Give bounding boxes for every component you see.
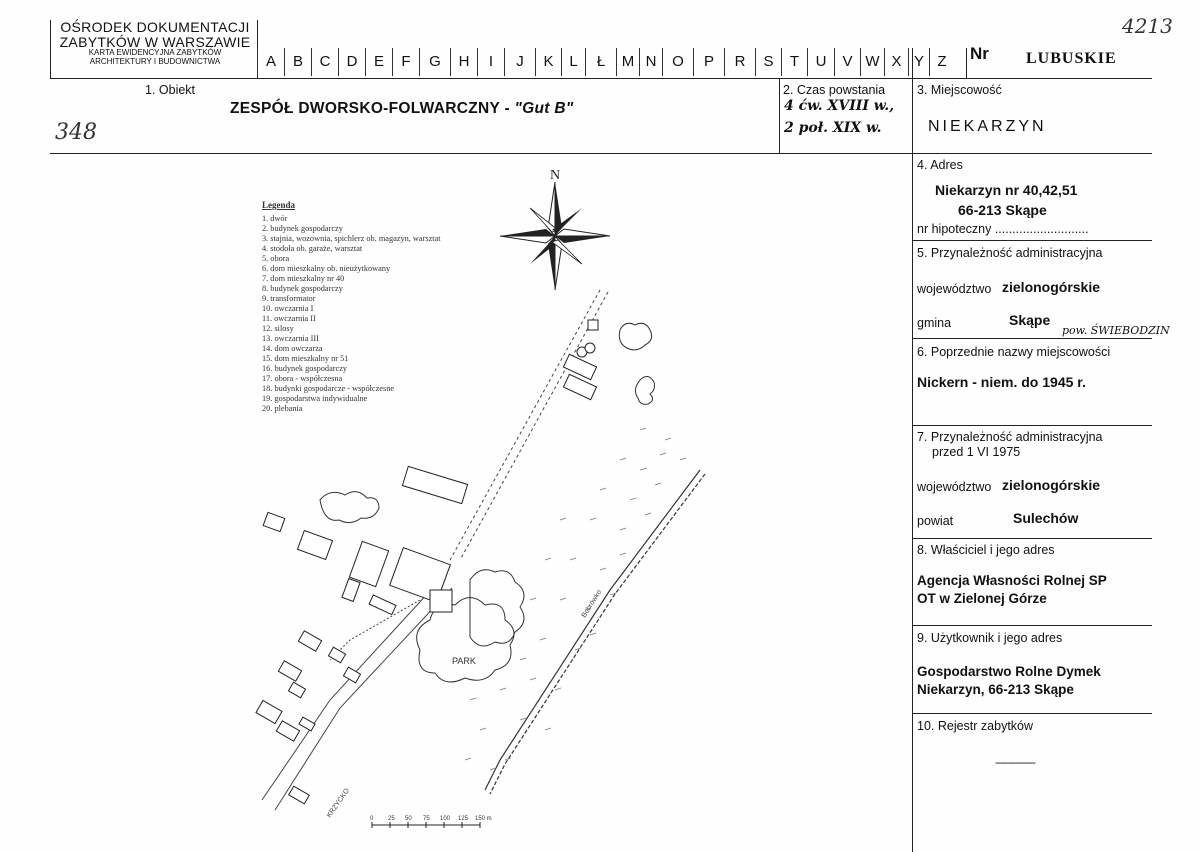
field9-label: 9. Użytkownik i jego adres bbox=[917, 631, 1063, 645]
field7-pow-label: powiat bbox=[917, 514, 954, 528]
legend-item: 1. dwór bbox=[262, 214, 288, 223]
field4-label: 4. Adres bbox=[917, 158, 963, 172]
legend-item: 2. budynek gospodarczy bbox=[262, 224, 343, 233]
legend-item: 6. dom mieszkalny ob. nieużytkowany bbox=[262, 264, 391, 273]
field6-bottom bbox=[912, 425, 1152, 426]
letter-index-cell: F bbox=[392, 48, 419, 76]
field7-woj-label: województwo bbox=[917, 480, 992, 494]
handwritten-side-number: 348 bbox=[55, 120, 97, 145]
register-value: --------------- bbox=[995, 757, 1035, 769]
org-line-1: OŚRODEK DOKUMENTACJI bbox=[60, 19, 250, 35]
legend-item: 8. budynek gospodarczy bbox=[262, 284, 343, 293]
legend-item: 18. budynki gospodarcze - współczesne bbox=[262, 384, 395, 393]
letter-index-cell: V bbox=[834, 48, 860, 76]
object-title-main: ZESPÓŁ DWORSKO-FOLWARCZNY - bbox=[230, 100, 515, 117]
letter-index-cell: X bbox=[884, 48, 908, 76]
org-line-3: KARTA EWIDENCYJNA ZABYTKÓW bbox=[88, 48, 222, 58]
letter-index-cell: R bbox=[724, 48, 755, 76]
field5-bottom bbox=[912, 338, 1152, 339]
field8-bottom bbox=[912, 625, 1152, 626]
locality-value: NIEKARZYN bbox=[928, 118, 1047, 135]
letter-index-cell: B bbox=[284, 48, 311, 76]
letter-index-cell: C bbox=[311, 48, 338, 76]
legend-item: 12. silosy bbox=[262, 324, 294, 333]
legend-item: 11. owczarnia II bbox=[262, 314, 316, 323]
scale-labels bbox=[370, 816, 492, 822]
letter-index-cell: W bbox=[860, 48, 884, 76]
letter-index-cell: P bbox=[693, 48, 724, 76]
object-title-italic: "Gut B" bbox=[514, 100, 574, 117]
address-line-1: Niekarzyn nr 40,42,51 bbox=[935, 182, 1078, 198]
user-line-2: Niekarzyn, 66-213 Skąpe bbox=[917, 682, 1074, 697]
field4-bottom bbox=[912, 240, 1152, 241]
field10-label: 10. Rejestr zabytków bbox=[917, 719, 1034, 733]
letter-index-cell: Ł bbox=[585, 48, 616, 76]
mortgage-number: nr hipoteczny ........................... bbox=[917, 222, 1089, 236]
letter-index-cell: I bbox=[477, 48, 504, 76]
letter-index-cell: L bbox=[561, 48, 585, 76]
field7-label-2: przed 1 VI 1975 bbox=[932, 445, 1021, 459]
field7-label-1: 7. Przynależność administracyjna bbox=[917, 430, 1103, 444]
field1-label: 1. Obiekt bbox=[145, 83, 196, 97]
letter-index-cell: D bbox=[338, 48, 365, 76]
region-stamp: LUBUSKIE bbox=[1026, 50, 1117, 67]
org-line-4: ARCHITEKTURY I BUDOWNICTWA bbox=[89, 56, 221, 66]
park-label: PARK bbox=[452, 656, 476, 666]
legend-item: 14. dom owczarza bbox=[262, 344, 323, 353]
scale-tick-label: 25 bbox=[388, 816, 395, 822]
scale-tick-label: 0 bbox=[370, 816, 374, 822]
org-line-2: ZABYTKÓW W WARSZAWIE bbox=[59, 33, 251, 50]
legend-item: 3. stajnia, wozownia, spichlerz ob. magazyn, warsztat bbox=[262, 234, 441, 243]
letter-index-cell: O bbox=[662, 48, 693, 76]
czas-line-2: 2 poł. XIX w. bbox=[784, 120, 882, 136]
field8-label: 8. Właściciel i jego adres bbox=[917, 543, 1055, 557]
field7-woj-value: zielonogórskie bbox=[1002, 477, 1101, 493]
field6-label: 6. Poprzednie nazwy miejscowości bbox=[917, 345, 1111, 359]
owner-line-1: Agencja Własności Rolnej SP bbox=[917, 573, 1107, 588]
letter-index-cell: A bbox=[257, 48, 284, 76]
field7-pow-value: Sulechów bbox=[1013, 510, 1079, 526]
letter-index-cell: N bbox=[639, 48, 662, 76]
scale-tick-label: 50 bbox=[405, 816, 412, 822]
scale-tick-label: 125 bbox=[458, 816, 469, 822]
legend-item: 10. owczarnia I bbox=[262, 304, 314, 313]
letter-index-cell: Y bbox=[908, 48, 929, 76]
field5-gmina-note: pow. ŚWIEBODZIN bbox=[1062, 324, 1170, 337]
field7-bottom bbox=[912, 538, 1152, 539]
user-line-1: Gospodarstwo Rolne Dymek bbox=[917, 664, 1101, 679]
letter-index-cell: T bbox=[781, 48, 807, 76]
field5-woj-value: zielonogórskie bbox=[1002, 279, 1101, 295]
right-column-divider bbox=[912, 48, 913, 852]
letters-right-divider bbox=[966, 48, 967, 78]
letter-index-cell: Z bbox=[929, 48, 954, 76]
legend-item: 9. transformator bbox=[262, 294, 316, 303]
field3-label: 3. Miejscowość bbox=[917, 83, 1002, 97]
legend-title: Legenda bbox=[262, 200, 296, 210]
scale-tick-label: 75 bbox=[423, 816, 430, 822]
letter-index-cell: S bbox=[755, 48, 781, 76]
scale-bar bbox=[372, 822, 480, 828]
scale-tick-label: 100 bbox=[440, 816, 451, 822]
railway-label: Bobrówko bbox=[580, 588, 604, 620]
legend-item: 16. budynek gospodarczy bbox=[262, 364, 348, 373]
nr-label: Nr bbox=[970, 44, 989, 63]
legend-item: 13. owczarnia III bbox=[262, 334, 319, 343]
czas-line-1: 4 ćw. XVIII w., bbox=[784, 98, 895, 114]
field5-gmina-value: Skąpe bbox=[1009, 312, 1051, 328]
letter-index-cell: J bbox=[504, 48, 535, 76]
letter-index-cell: E bbox=[365, 48, 392, 76]
legend-item: 20. plebania bbox=[262, 404, 303, 413]
legend-item: 4. stodoła ob. garaże, warsztat bbox=[262, 244, 363, 253]
north-label: N bbox=[550, 168, 561, 183]
letter-index-cell: K bbox=[535, 48, 561, 76]
field2-label: 2. Czas powstania bbox=[783, 83, 886, 97]
letter-index-cell: M bbox=[616, 48, 639, 76]
legend-item: 19. gospodarstwa indywidualne bbox=[262, 394, 368, 403]
previous-name: Nickern - niem. do 1945 r. bbox=[917, 374, 1086, 390]
owner-line-2: OT w Zielonej Górze bbox=[917, 591, 1047, 606]
buildings bbox=[256, 320, 598, 804]
field5-gmina-label: gmina bbox=[917, 316, 952, 330]
letter-index-cell: H bbox=[450, 48, 477, 76]
address-line-2: 66-213 Skąpe bbox=[958, 202, 1047, 218]
field5-woj-label: województwo bbox=[917, 282, 992, 296]
compass-rose-icon bbox=[500, 182, 610, 290]
field9-bottom bbox=[912, 713, 1152, 714]
scale-tick-label: 150 m bbox=[475, 816, 492, 822]
legend-item: 17. obora - współczesna bbox=[262, 374, 343, 383]
handwritten-card-number: 4213 bbox=[1122, 14, 1173, 38]
field-hatching bbox=[465, 428, 686, 770]
letter-index-cell: G bbox=[419, 48, 450, 76]
road-label: KRZYCKO bbox=[325, 787, 352, 820]
legend-item: 15. dom mieszkalny nr 51 bbox=[262, 354, 349, 363]
legend-item: 5. obora bbox=[262, 254, 290, 263]
letter-index-cell: U bbox=[807, 48, 834, 76]
field5-label: 5. Przynależność administracyjna bbox=[917, 246, 1103, 260]
legend-item: 7. dom mieszkalny nr 40 bbox=[262, 274, 345, 283]
